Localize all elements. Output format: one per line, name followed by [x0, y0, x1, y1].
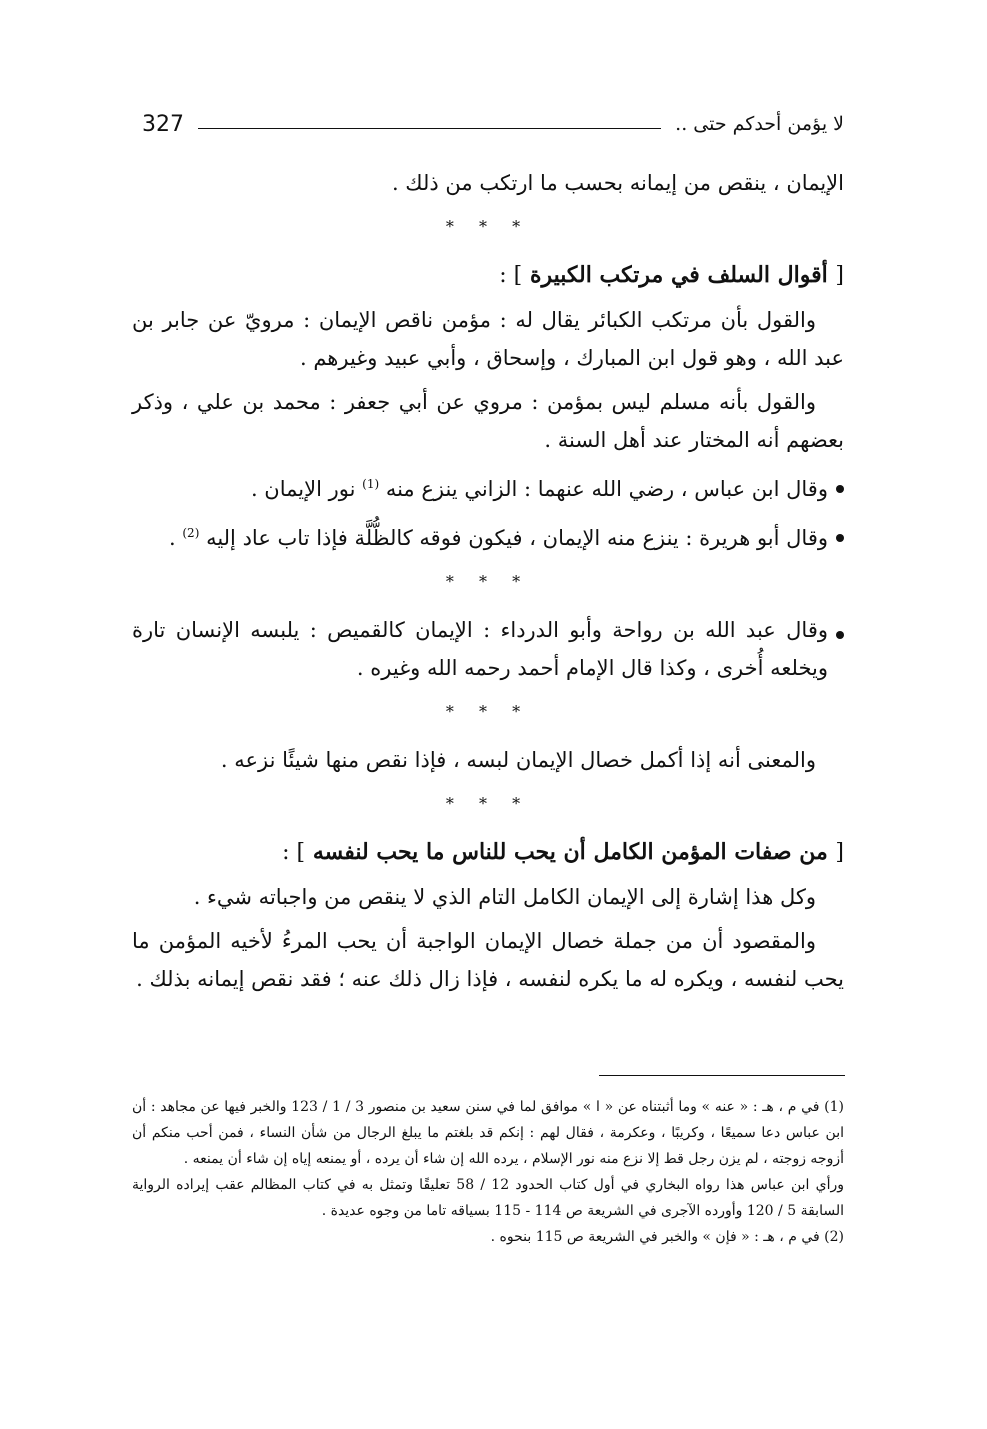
- paragraph: والمعنى أنه إذا أكمل خصال الإيمان لبسه ، فإذا نقص منها شيئًا نزعه .: [220, 748, 816, 772]
- footnote-reference[interactable]: (2): [182, 526, 200, 540]
- bullet-text-tail: .: [168, 526, 176, 550]
- paragraph: والمقصود أن من جملة خصال الإيمان الواجبة أن يحب المرءُ لأخيه المؤمن ما يحب لنفسه ، ويكره له ما يكره لنفسه ، فإذا زال ذلك عنه ؛ فقد نقص إيمانه بذلك .: [132, 929, 844, 991]
- bullet-text: وقال ابن عباس ، رضي الله عنهما : الزاني ينزع منه: [385, 477, 828, 501]
- heading-text: أقوال السلف في مرتكب الكبيرة: [529, 262, 828, 288]
- paragraph: والقول بأنه مسلم ليس بمؤمن : مروي عن أبي جعفر : محمد بن علي ، وذكر بعضهم أنه المختار عند أهل السنة .: [132, 390, 844, 452]
- running-header: [142, 104, 844, 144]
- paragraph-continuation: الإيمان ، ينقص من إيمانه بحسب ما ارتكب من ذلك .: [391, 171, 844, 195]
- heading-open-bracket: [: [835, 840, 844, 865]
- bullet-dot-icon: [836, 485, 844, 493]
- bullet-dot-icon: [836, 534, 844, 542]
- heading-text: من صفات المؤمن الكامل أن يحب للناس ما يحب لنفسه: [312, 839, 828, 865]
- section-heading: [132, 833, 844, 872]
- section-separator: * * *: [445, 794, 531, 813]
- paragraph: وكل هذا إشارة إلى الإيمان الكامل التام الذي لا ينقص من واجباته شيء .: [193, 885, 816, 909]
- footnote-2: (2) في م ، هـ : « فإن » والخبر في الشريعة ص 115 بنحوه .: [490, 1229, 844, 1245]
- bullet-text-tail: نور الإيمان .: [250, 477, 356, 501]
- section-separator: * * *: [445, 217, 531, 236]
- footnote-1: (1) في م ، هـ : « عنه » وما أثبتناه عن « ا » موافق لما في سنن سعيد بن منصور 3 / 1 / 123 والخبر فيها عن مجاهد : أن ابن عباس دعا سميعًا ، وكريبًا ، وعكرمة ، فقال لهم : إنكم قد بلغتم ما يبلغ الرجال من شأن النساء ، فمن أحب منكم أن أزوجه زوجته ، لم يزن رجل قط إلا نزع منه نور الإسلام ، يرده الله إن شاء أن يرده ، أو يمنعه إياه إن شاء أن يمنعه .: [132, 1099, 844, 1167]
- bullet-item: [132, 611, 844, 687]
- running-title: لا يؤمن أحدكم حتى ..: [675, 113, 844, 135]
- heading-close-bracket: ] :: [282, 840, 306, 865]
- bullet-dot-icon: [836, 631, 844, 639]
- bullet-item: [132, 465, 844, 508]
- heading-open-bracket: [: [835, 263, 844, 288]
- page-number: 327: [142, 111, 184, 137]
- section-separator: * * *: [445, 572, 531, 591]
- footnotes: [132, 1094, 844, 1250]
- section-heading: [132, 256, 844, 295]
- section-separator: * * *: [445, 702, 531, 721]
- bullet-item: [132, 514, 844, 557]
- bullet-text: وقال عبد الله بن رواحة وأبو الدرداء : الإيمان كالقميص : يلبسه الإنسان تارة ويخلعه أُخرى ، وكذا قال الإمام أحمد رحمه الله وغيره .: [132, 618, 828, 680]
- paragraph: والقول بأن مرتكب الكبائر يقال له : مؤمن ناقص الإيمان : مرويّ عن جابر بن عبد الله ، وهو قول ابن المبارك ، وإسحاق ، وأبي عبيد وغيرهم .: [132, 308, 844, 370]
- heading-close-bracket: ] :: [499, 263, 523, 288]
- header-rule: [198, 128, 661, 129]
- main-text: [132, 164, 844, 1004]
- footnote-reference[interactable]: (1): [362, 477, 380, 491]
- footnote-1-continuation: ورأي ابن عباس هذا رواه البخاري في أول كتاب الحدود 12 / 58 تعليقًا وتمثل به في كتاب المظالم عقب إيراده الرواية السابقة 5 / 120 وأورده الآجرى في الشريعة ص 114 - 115 بسياقه تاما من وجوه عديدة .: [132, 1177, 844, 1219]
- bullet-text: وقال أبو هريرة : ينزع منه الإيمان ، فيكون فوقه كالظُّلَّة فإذا تاب عاد إليه: [206, 526, 828, 550]
- footnote-divider: [599, 1075, 845, 1076]
